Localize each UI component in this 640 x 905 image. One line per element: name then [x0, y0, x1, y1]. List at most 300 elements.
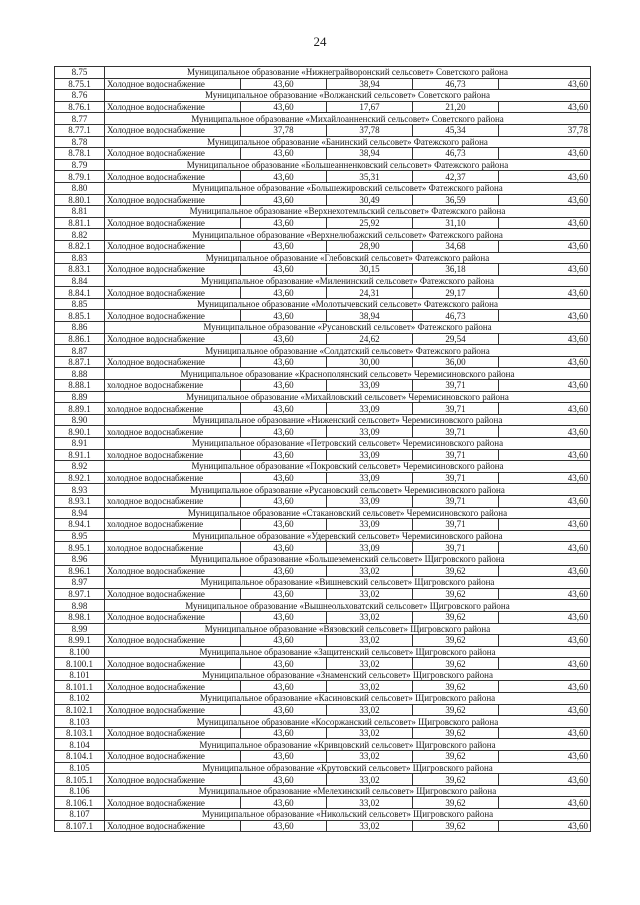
tariff-value: 43,60 — [241, 217, 327, 229]
section-heading-row — [55, 298, 591, 310]
tariff-value: 43,60 — [499, 495, 591, 507]
tariff-value: 43,60 — [241, 565, 327, 577]
service-number: 8.78.1 — [55, 148, 105, 160]
service-row — [55, 124, 591, 136]
section-heading-row — [55, 716, 591, 728]
tariff-value: 39,71 — [413, 449, 499, 461]
section-title: Муниципальное образование «Михайлоанненский сельсовет» Советского района — [105, 113, 591, 125]
section-number: 8.89 — [55, 391, 105, 403]
tariff-value: 43,60 — [499, 635, 591, 647]
tariff-value: 35,31 — [327, 171, 413, 183]
service-row — [55, 472, 591, 484]
tariff-value: 38,94 — [327, 148, 413, 160]
tariff-value: 43,60 — [241, 240, 327, 252]
tariff-value: 43,60 — [499, 704, 591, 716]
section-title: Муниципальное образование «Большеанненковский сельсовет» Фатежского района — [105, 159, 591, 171]
service-row — [55, 658, 591, 670]
tariff-value: 33,02 — [327, 681, 413, 693]
section-heading-row — [55, 438, 591, 450]
section-title: Муниципальное образование «Глебовский сельсовет» Фатежского района — [105, 252, 591, 264]
tariff-value: 33,02 — [327, 704, 413, 716]
tariff-value: 33,02 — [327, 588, 413, 600]
section-number: 8.82 — [55, 229, 105, 241]
tariff-value: 33,09 — [327, 449, 413, 461]
section-title: Муниципальное образование «Кривцовский сельсовет» Щигровского района — [105, 739, 591, 751]
section-heading-row — [55, 530, 591, 542]
service-row — [55, 704, 591, 716]
section-title: Муниципальное образование «Вышнеольховатский сельсовет» Щигровского района — [105, 600, 591, 612]
service-number: 8.104.1 — [55, 751, 105, 763]
section-number: 8.99 — [55, 623, 105, 635]
service-number: 8.103.1 — [55, 727, 105, 739]
tariff-value: 37,78 — [499, 124, 591, 136]
service-name: Холодное водоснабжение — [105, 797, 241, 809]
tariff-table — [54, 66, 591, 832]
section-number: 8.81 — [55, 206, 105, 218]
service-row — [55, 611, 591, 623]
service-row — [55, 774, 591, 786]
tariff-value: 39,62 — [413, 611, 499, 623]
service-name: Холодное водоснабжение — [105, 565, 241, 577]
tariff-value: 46,73 — [413, 78, 499, 90]
tariff-value: 39,71 — [413, 519, 499, 531]
tariff-value: 31,10 — [413, 217, 499, 229]
section-title: Муниципальное образование «Касиновский сельсовет» Щигровского района — [105, 693, 591, 705]
service-row — [55, 240, 591, 252]
tariff-value: 43,60 — [499, 148, 591, 160]
tariff-value: 43,60 — [241, 519, 327, 531]
service-name: Холодное водоснабжение — [105, 194, 241, 206]
section-number: 8.105 — [55, 762, 105, 774]
section-heading-row — [55, 182, 591, 194]
tariff-value: 43,60 — [499, 310, 591, 322]
section-title: Муниципальное образование «Миленинский сельсовет» Фатежского района — [105, 275, 591, 287]
tariff-value: 33,02 — [327, 774, 413, 786]
tariff-value: 33,02 — [327, 797, 413, 809]
tariff-value: 33,02 — [327, 751, 413, 763]
tariff-value: 33,09 — [327, 519, 413, 531]
tariff-value: 39,62 — [413, 565, 499, 577]
tariff-value: 43,60 — [241, 681, 327, 693]
tariff-value: 43,60 — [499, 588, 591, 600]
section-number: 8.79 — [55, 159, 105, 171]
section-number: 8.98 — [55, 600, 105, 612]
tariff-value: 43,60 — [499, 78, 591, 90]
tariff-value: 17,67 — [327, 101, 413, 113]
tariff-value: 39,71 — [413, 495, 499, 507]
section-heading-row — [55, 368, 591, 380]
tariff-value: 43,60 — [499, 751, 591, 763]
tariff-value: 33,02 — [327, 727, 413, 739]
tariff-value: 43,60 — [241, 101, 327, 113]
section-number: 8.94 — [55, 507, 105, 519]
service-row — [55, 403, 591, 415]
section-heading-row — [55, 507, 591, 519]
section-number: 8.106 — [55, 785, 105, 797]
service-number: 8.81.1 — [55, 217, 105, 229]
service-number: 8.80.1 — [55, 194, 105, 206]
tariff-value: 39,62 — [413, 751, 499, 763]
tariff-value: 43,60 — [241, 658, 327, 670]
service-number: 8.76.1 — [55, 101, 105, 113]
service-number: 8.79.1 — [55, 171, 105, 183]
service-name: Холодное водоснабжение — [105, 681, 241, 693]
service-name: холодное водоснабжение — [105, 542, 241, 554]
service-name: холодное водоснабжение — [105, 519, 241, 531]
tariff-value: 43,60 — [241, 727, 327, 739]
section-heading-row — [55, 136, 591, 148]
service-row — [55, 78, 591, 90]
service-row — [55, 356, 591, 368]
service-row — [55, 171, 591, 183]
tariff-value: 39,71 — [413, 426, 499, 438]
tariff-value: 43,60 — [499, 287, 591, 299]
service-number: 8.90.1 — [55, 426, 105, 438]
tariff-value: 45,34 — [413, 124, 499, 136]
tariff-value: 33,02 — [327, 635, 413, 647]
service-row — [55, 287, 591, 299]
tariff-value: 43,60 — [499, 380, 591, 392]
service-number: 8.93.1 — [55, 495, 105, 507]
tariff-value: 39,62 — [413, 704, 499, 716]
tariff-value: 43,60 — [241, 542, 327, 554]
section-title: Муниципальное образование «Никольский сельсовет» Щигровского района — [105, 809, 591, 821]
service-name: холодное водоснабжение — [105, 426, 241, 438]
service-name: Холодное водоснабжение — [105, 588, 241, 600]
service-row — [55, 797, 591, 809]
service-number: 8.77.1 — [55, 124, 105, 136]
section-heading-row — [55, 484, 591, 496]
tariff-value: 33,09 — [327, 380, 413, 392]
tariff-value: 43,60 — [241, 333, 327, 345]
section-title: Муниципальное образование «Большежировский сельсовет» Фатежского района — [105, 182, 591, 194]
section-heading-row — [55, 414, 591, 426]
service-number: 8.85.1 — [55, 310, 105, 322]
tariff-value: 39,71 — [413, 403, 499, 415]
service-name: Холодное водоснабжение — [105, 751, 241, 763]
section-title: Муниципальное образование «Ниженский сельсовет» Черемисиновского района — [105, 414, 591, 426]
tariff-value: 43,60 — [241, 774, 327, 786]
section-heading-row — [55, 113, 591, 125]
section-heading-row — [55, 600, 591, 612]
tariff-value: 38,94 — [327, 78, 413, 90]
tariff-value: 33,02 — [327, 658, 413, 670]
tariff-value: 21,20 — [413, 101, 499, 113]
tariff-value: 37,78 — [327, 124, 413, 136]
service-row — [55, 565, 591, 577]
section-heading-row — [55, 90, 591, 102]
service-row — [55, 380, 591, 392]
service-row — [55, 426, 591, 438]
tariff-value: 36,00 — [413, 356, 499, 368]
section-heading-row — [55, 345, 591, 357]
section-title: Муниципальное образование «Молотычевский сельсовет» Фатежского района — [105, 298, 591, 310]
tariff-value: 43,60 — [241, 495, 327, 507]
service-number: 8.97.1 — [55, 588, 105, 600]
service-row — [55, 101, 591, 113]
tariff-value: 43,60 — [241, 611, 327, 623]
section-heading-row — [55, 623, 591, 635]
service-number: 8.101.1 — [55, 681, 105, 693]
service-number: 8.86.1 — [55, 333, 105, 345]
tariff-value: 43,60 — [499, 449, 591, 461]
service-number: 8.84.1 — [55, 287, 105, 299]
tariff-value: 43,60 — [241, 588, 327, 600]
tariff-value: 43,60 — [241, 356, 327, 368]
service-row — [55, 194, 591, 206]
tariff-value: 24,31 — [327, 287, 413, 299]
service-row — [55, 751, 591, 763]
page-number: 24 — [313, 34, 327, 49]
service-number: 8.91.1 — [55, 449, 105, 461]
tariff-value: 36,59 — [413, 194, 499, 206]
tariff-value: 39,71 — [413, 380, 499, 392]
tariff-value: 43,60 — [499, 542, 591, 554]
section-title: Муниципальное образование «Солдатский сельсовет» Фатежского района — [105, 345, 591, 357]
tariff-value: 43,60 — [499, 681, 591, 693]
section-heading-row — [55, 785, 591, 797]
service-number: 8.92.1 — [55, 472, 105, 484]
section-number: 8.104 — [55, 739, 105, 751]
service-row — [55, 264, 591, 276]
service-row — [55, 820, 591, 832]
service-row — [55, 310, 591, 322]
section-title: Муниципальное образование «Верхнехотемльский сельсовет» Фатежского района — [105, 206, 591, 218]
tariff-value: 43,60 — [499, 727, 591, 739]
tariff-table-body — [55, 67, 591, 832]
tariff-value: 30,49 — [327, 194, 413, 206]
service-name: Холодное водоснабжение — [105, 240, 241, 252]
section-title: Муниципальное образование «Защитенский сельсовет» Щигровского района — [105, 646, 591, 658]
service-name: Холодное водоснабжение — [105, 124, 241, 136]
service-name: холодное водоснабжение — [105, 495, 241, 507]
tariff-value: 39,62 — [413, 797, 499, 809]
section-heading-row — [55, 322, 591, 334]
service-name: Холодное водоснабжение — [105, 217, 241, 229]
tariff-value: 43,60 — [499, 426, 591, 438]
tariff-value: 33,02 — [327, 820, 413, 832]
section-number: 8.86 — [55, 322, 105, 334]
service-name: Холодное водоснабжение — [105, 101, 241, 113]
tariff-value: 46,73 — [413, 310, 499, 322]
section-title: Муниципальное образование «Волжанский сельсовет» Советского района — [105, 90, 591, 102]
section-number: 8.92 — [55, 461, 105, 473]
section-heading-row — [55, 646, 591, 658]
section-title: Муниципальное образование «Мелехинский сельсовет» Щигровского района — [105, 785, 591, 797]
tariff-value: 43,60 — [499, 333, 591, 345]
tariff-value: 24,62 — [327, 333, 413, 345]
tariff-value: 39,62 — [413, 727, 499, 739]
service-row — [55, 217, 591, 229]
tariff-value: 39,62 — [413, 774, 499, 786]
section-heading-row — [55, 553, 591, 565]
tariff-value: 43,60 — [499, 611, 591, 623]
service-name: Холодное водоснабжение — [105, 333, 241, 345]
tariff-value: 43,60 — [499, 797, 591, 809]
tariff-value: 43,60 — [241, 264, 327, 276]
section-number: 8.102 — [55, 693, 105, 705]
section-heading-row — [55, 229, 591, 241]
section-number: 8.101 — [55, 669, 105, 681]
tariff-value: 43,60 — [499, 472, 591, 484]
section-title: Муниципальное образование «Вязовский сельсовет» Щигровского района — [105, 623, 591, 635]
service-row — [55, 727, 591, 739]
section-title: Муниципальное образование «Вишневский сельсовет» Щигровского района — [105, 577, 591, 589]
tariff-value: 43,60 — [241, 426, 327, 438]
section-number: 8.90 — [55, 414, 105, 426]
service-number: 8.94.1 — [55, 519, 105, 531]
service-name: холодное водоснабжение — [105, 380, 241, 392]
tariff-value: 39,62 — [413, 588, 499, 600]
tariff-value: 33,09 — [327, 495, 413, 507]
section-number: 8.95 — [55, 530, 105, 542]
service-number: 8.82.1 — [55, 240, 105, 252]
section-number: 8.78 — [55, 136, 105, 148]
section-heading-row — [55, 762, 591, 774]
tariff-value: 42,37 — [413, 171, 499, 183]
section-title: Муниципальное образование «Крутовский сельсовет» Щигровского района — [105, 762, 591, 774]
section-number: 8.107 — [55, 809, 105, 821]
tariff-value: 43,60 — [499, 774, 591, 786]
tariff-value: 43,60 — [499, 820, 591, 832]
service-number: 8.102.1 — [55, 704, 105, 716]
service-row — [55, 542, 591, 554]
section-number: 8.75 — [55, 67, 105, 79]
service-name: Холодное водоснабжение — [105, 774, 241, 786]
tariff-value: 33,09 — [327, 426, 413, 438]
service-row — [55, 635, 591, 647]
section-heading-row — [55, 577, 591, 589]
tariff-value: 33,09 — [327, 542, 413, 554]
service-number: 8.96.1 — [55, 565, 105, 577]
tariff-value: 25,92 — [327, 217, 413, 229]
tariff-value: 37,78 — [241, 124, 327, 136]
section-heading-row — [55, 391, 591, 403]
service-number: 8.75.1 — [55, 78, 105, 90]
tariff-value: 43,60 — [241, 287, 327, 299]
tariff-value: 43,60 — [499, 658, 591, 670]
tariff-value: 33,02 — [327, 611, 413, 623]
service-row — [55, 519, 591, 531]
tariff-value: 43,60 — [241, 704, 327, 716]
tariff-value: 34,68 — [413, 240, 499, 252]
tariff-value: 43,60 — [241, 171, 327, 183]
service-name: Холодное водоснабжение — [105, 635, 241, 647]
section-number: 8.97 — [55, 577, 105, 589]
service-number: 8.99.1 — [55, 635, 105, 647]
section-heading-row — [55, 252, 591, 264]
tariff-value: 43,60 — [241, 820, 327, 832]
service-name: холодное водоснабжение — [105, 449, 241, 461]
service-number: 8.87.1 — [55, 356, 105, 368]
section-heading-row — [55, 275, 591, 287]
section-number: 8.87 — [55, 345, 105, 357]
tariff-value: 43,60 — [499, 356, 591, 368]
tariff-value: 43,60 — [241, 194, 327, 206]
service-name: Холодное водоснабжение — [105, 287, 241, 299]
tariff-value: 43,60 — [241, 148, 327, 160]
tariff-value: 43,60 — [241, 635, 327, 647]
section-title: Муниципальное образование «Покровский сельсовет» Черемисиновского района — [105, 461, 591, 473]
service-number: 8.83.1 — [55, 264, 105, 276]
service-number: 8.106.1 — [55, 797, 105, 809]
section-number: 8.85 — [55, 298, 105, 310]
section-number: 8.91 — [55, 438, 105, 450]
service-name: Холодное водоснабжение — [105, 704, 241, 716]
section-title: Муниципальное образование «Стакановский сельсовет» Черемисиновского района — [105, 507, 591, 519]
section-title: Муниципальное образование «Верхнелюбажский сельсовет» Фатежского района — [105, 229, 591, 241]
tariff-value: 43,60 — [499, 264, 591, 276]
section-title: Муниципальное образование «Косоржанский сельсовет» Щигровского района — [105, 716, 591, 728]
section-number: 8.100 — [55, 646, 105, 658]
service-name: Холодное водоснабжение — [105, 171, 241, 183]
service-name: Холодное водоснабжение — [105, 78, 241, 90]
service-name: холодное водоснабжение — [105, 403, 241, 415]
tariff-value: 46,73 — [413, 148, 499, 160]
section-title: Муниципальное образование «Михайловский сельсовет» Черемисиновского района — [105, 391, 591, 403]
service-name: Холодное водоснабжение — [105, 727, 241, 739]
section-number: 8.77 — [55, 113, 105, 125]
service-name: Холодное водоснабжение — [105, 356, 241, 368]
tariff-value: 43,60 — [241, 797, 327, 809]
service-name: Холодное водоснабжение — [105, 264, 241, 276]
tariff-value: 33,09 — [327, 472, 413, 484]
section-title: Муниципальное образование «Удеревский сельсовет» Черемисиновского района — [105, 530, 591, 542]
tariff-value: 29,17 — [413, 287, 499, 299]
section-number: 8.103 — [55, 716, 105, 728]
service-number: 8.95.1 — [55, 542, 105, 554]
tariff-value: 28,90 — [327, 240, 413, 252]
tariff-value: 43,60 — [499, 217, 591, 229]
service-number: 8.89.1 — [55, 403, 105, 415]
section-number: 8.93 — [55, 484, 105, 496]
tariff-value: 43,60 — [241, 751, 327, 763]
service-row — [55, 449, 591, 461]
section-number: 8.83 — [55, 252, 105, 264]
section-number: 8.96 — [55, 553, 105, 565]
section-title: Муниципальное образование «Русановский сельсовет» Черемисиновского района — [105, 484, 591, 496]
section-heading-row — [55, 67, 591, 79]
tariff-value: 39,62 — [413, 635, 499, 647]
tariff-value: 33,02 — [327, 565, 413, 577]
tariff-value: 43,60 — [499, 519, 591, 531]
tariff-value: 29,54 — [413, 333, 499, 345]
section-heading-row — [55, 809, 591, 821]
service-row — [55, 148, 591, 160]
service-row — [55, 588, 591, 600]
section-heading-row — [55, 461, 591, 473]
tariff-value: 33,09 — [327, 403, 413, 415]
section-title: Муниципальное образование «Петровский сельсовет» Черемисиновского района — [105, 438, 591, 450]
section-title: Муниципальное образование «Краснополянский сельсовет» Черемисиновского района — [105, 368, 591, 380]
tariff-value: 43,60 — [499, 171, 591, 183]
service-name: Холодное водоснабжение — [105, 148, 241, 160]
service-number: 8.88.1 — [55, 380, 105, 392]
tariff-value: 43,60 — [499, 194, 591, 206]
service-name: Холодное водоснабжение — [105, 310, 241, 322]
section-title: Муниципальное образование «Нижнеграйворонский сельсовет» Советского района — [105, 67, 591, 79]
tariff-value: 39,62 — [413, 658, 499, 670]
tariff-value: 36,18 — [413, 264, 499, 276]
tariff-value: 43,60 — [241, 310, 327, 322]
section-number: 8.88 — [55, 368, 105, 380]
tariff-value: 39,62 — [413, 820, 499, 832]
section-heading-row — [55, 739, 591, 751]
tariff-value: 39,62 — [413, 681, 499, 693]
section-number: 8.84 — [55, 275, 105, 287]
service-name: Холодное водоснабжение — [105, 820, 241, 832]
tariff-value: 39,71 — [413, 542, 499, 554]
